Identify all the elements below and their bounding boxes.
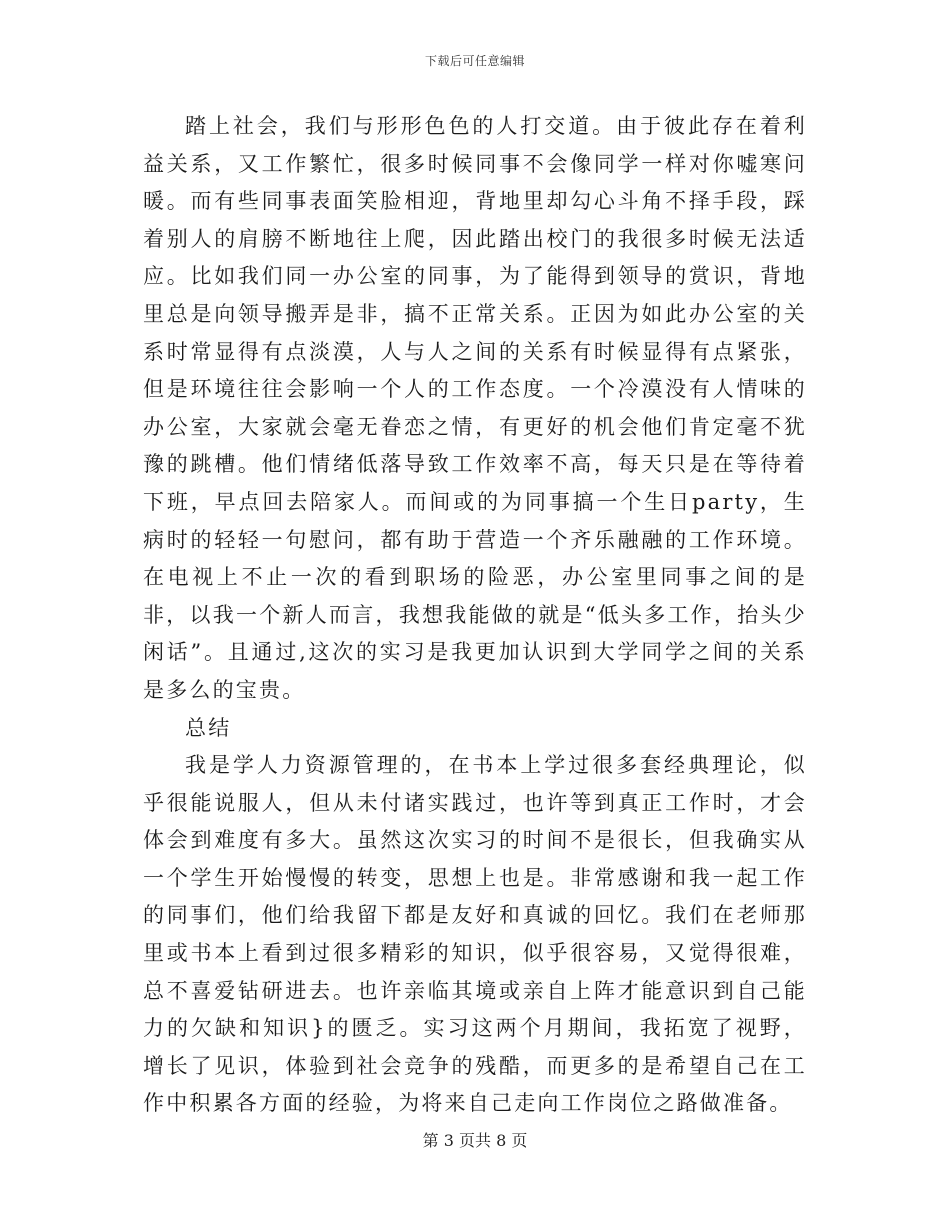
body-paragraph-summary: 我是学人力资源管理的，在书本上学过很多套经典理论，似乎很能说服人，但从未付诸实践过，也许等到真正工作时，才会体会到难度有多大。虽然这次实习的时间不是很长，但我确实从一个学生开始慢慢的转变，思想上也是。非常感谢和我一起工作的同事们，他们给我留下都是友好和真诚的回忆。我们在老师那里或书本上看到过很多精彩的知识，似乎很容易，又觉得很难，总不喜爱钻研进去。也许亲临其境或亲自上阵才能意识到自己能力的欠缺和知识}的匮乏。实习这两个月期间，我拓宽了视野，增长了见识，体验到社会竞争的残酷，而更多的是希望自己在工作中积累各方面的经验，为将来自己走向工作岗位之路做准备。 — [143, 753, 807, 1116]
section-heading-summary: 总结 — [185, 715, 232, 740]
page-header: 下载后可任意编辑 — [424, 54, 525, 68]
document-body — [143, 108, 807, 1123]
page-number-footer: 第 3 页共 8 页 — [422, 1131, 528, 1150]
body-paragraph-workplace: 踏上社会，我们与形形色色的人打交道。由于彼此存在着利益关系，又工作繁忙，很多时候同事不会像同学一样对你嘘寒问暖。而有些同事表面笑脸相迎，背地里却勾心斗角不择手段，踩着别人的肩膀不断地往上爬，因此踏出校门的我很多时候无法适应。比如我们同一办公室的同事，为了能得到领导的赏识，背地里总是向领导搬弄是非，搞不正常关系。正因为如此办公室的关系时常显得有点淡漠，人与人之间的关系有时候显得有点紧张，但是环境往往会影响一个人的工作态度。一个冷漠没有人情味的办公室，大家就会毫无眷恋之情，有更好的机会他们肯定毫不犹豫的跳槽。他们情绪低落导致工作效率不高，每天只是在等待着下班，早点回去陪家人。而间或的为同事搞一个生日party，生病时的轻轻一句慰问，都有助于营造一个齐乐融融的工作环境。在电视上不止一次的看到职场的险恶，办公室里同事之间的是非，以我一个新人而言，我想我能做的就是“低头多工作，抬头少闲话”。且通过,这次的实习是我更加认识到大学同学之间的关系是多么的宝贵。 — [143, 114, 807, 702]
